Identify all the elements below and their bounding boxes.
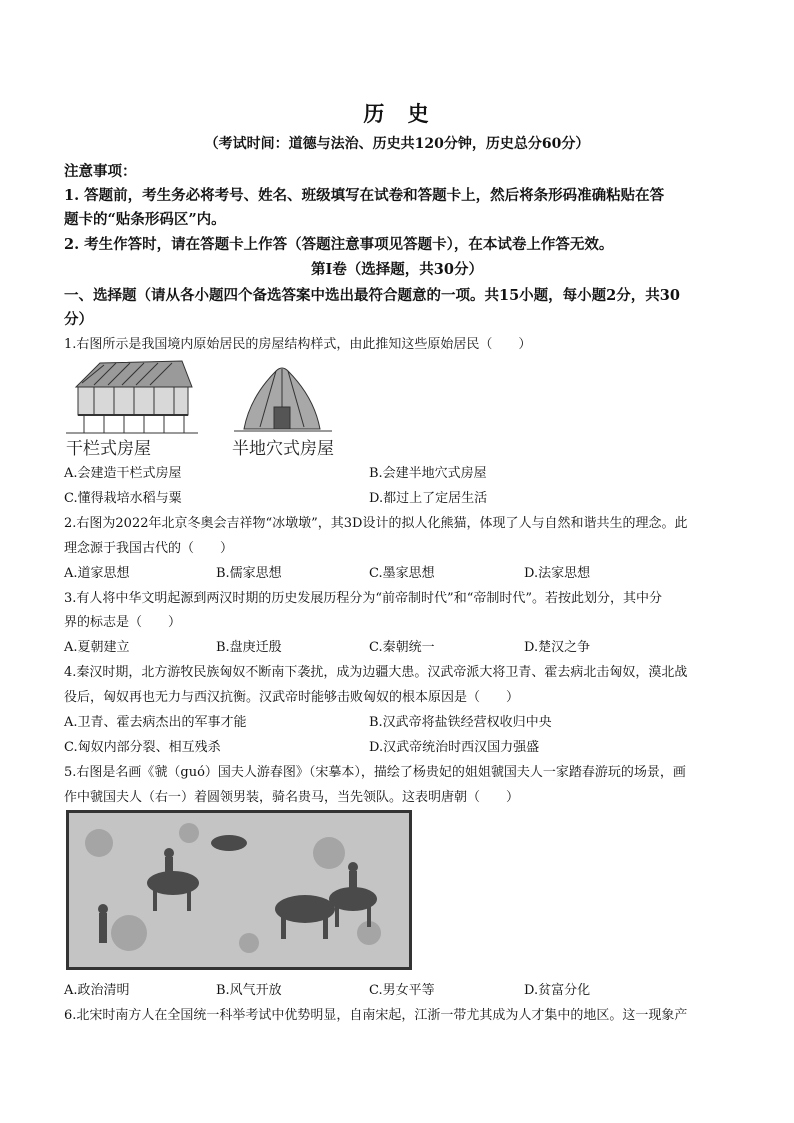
q2-option-c[interactable]: C.墨家思想 xyxy=(369,566,435,581)
q5-painting-figure xyxy=(66,810,412,970)
stilt-house-label: 干栏式房屋 xyxy=(66,439,151,459)
q6-stem-line-1: 6.北宋时南方人在全国统一科举考试中优势明显，自南宋起，江浙一带尤其成为人才集中的地区。这一现象产 xyxy=(64,1008,688,1023)
notes-heading: 注意事项： xyxy=(64,163,137,180)
q2-option-a[interactable]: A.道家思想 xyxy=(64,566,130,581)
q2-stem-line-1: 2.右图为2022年北京冬奥会吉祥物“冰墩墩”，其3D设计的拟人化熊猫，体现了人与自然和谐共生的理念。此 xyxy=(64,516,688,531)
q1-option-b[interactable]: B.会建半地穴式房屋 xyxy=(369,466,487,481)
q3-option-a[interactable]: A.夏朝建立 xyxy=(64,640,130,655)
stilt-house-drawing xyxy=(66,361,198,433)
q2-option-b[interactable]: B.儒家思想 xyxy=(216,566,282,581)
q5-stem-line-1: 5.右图是名画《虢（guó）国夫人游春图》（宋摹本），描绘了杨贵妃的姐姐虢国夫人一家踏春游玩的场景，画 xyxy=(64,765,686,780)
semi-pit-house-drawing xyxy=(234,368,332,431)
q1-option-c[interactable]: C.懂得栽培水稻与粟 xyxy=(64,491,182,506)
q1-option-d[interactable]: D.都过上了定居生活 xyxy=(369,491,488,506)
q3-option-d[interactable]: D.楚汉之争 xyxy=(524,640,591,655)
notes-item-1-line-2: 题卡的“贴条形码区”内。 xyxy=(64,211,226,228)
q4-option-b[interactable]: B.汉武帝将盐铁经营权收归中央 xyxy=(369,715,552,730)
section-heading-line-1: 一、选择题（请从各小题四个备选答案中选出最符合题意的一项。共15小题，每小题2分，共30 xyxy=(64,287,680,304)
q5-option-a[interactable]: A.政治清明 xyxy=(64,983,130,998)
semi-pit-house-label: 半地穴式房屋 xyxy=(232,439,334,459)
exam-time-note: （考试时间：道德与法治、历史共120分钟，历史总分60分） xyxy=(204,136,590,152)
q3-option-c[interactable]: C.秦朝统一 xyxy=(369,640,435,655)
spring-outing-painting xyxy=(69,813,409,967)
notes-item-2: 2. 考生作答时，请在答题卡上作答（答题注意事项见答题卡），在本试卷上作答无效。 xyxy=(64,236,614,253)
q2-option-d[interactable]: D.法家思想 xyxy=(524,566,591,581)
q4-option-c[interactable]: C.匈奴内部分裂、相互残杀 xyxy=(64,740,221,755)
q5-option-d[interactable]: D.贫富分化 xyxy=(524,983,591,998)
section-heading-line-2: 分） xyxy=(64,311,93,328)
q3-stem-line-1: 3.有人将中华文明起源到两汉时期的历史发展历程分为“前帝制时代”和“帝制时代”。若按此划分，其中分 xyxy=(64,591,662,606)
notes-item-1-line-1: 1. 答题前，考生务必将考号、姓名、班级填写在试卷和答题卡上，然后将条形码准确粘贴在答 xyxy=(64,187,665,204)
q4-stem-line-2: 役后，匈奴再也无力与西汉抗衡。汉武帝时能够击败匈奴的根本原因是（ ） xyxy=(64,690,520,705)
q5-option-c[interactable]: C.男女平等 xyxy=(369,983,435,998)
q5-option-b[interactable]: B.风气开放 xyxy=(216,983,282,998)
q1-stem: 1.右图所示是我国境内原始居民的房屋结构样式，由此推知这些原始居民（ ） xyxy=(64,337,532,352)
q4-option-a[interactable]: A.卫青、霍去病杰出的军事才能 xyxy=(64,715,247,730)
page-title: 历 史 xyxy=(363,101,431,126)
q3-stem-line-2: 界的标志是（ ） xyxy=(64,615,182,630)
q4-option-d[interactable]: D.汉武帝统治时西汉国力强盛 xyxy=(369,740,540,755)
q4-stem-line-1: 4.秦汉时期，北方游牧民族匈奴不断南下袭扰，成为边疆大患。汉武帝派大将卫青、霍去病北击匈奴，漠北战 xyxy=(64,665,688,680)
q1-house-figure xyxy=(64,357,349,457)
q3-option-b[interactable]: B.盘庚迁殷 xyxy=(216,640,282,655)
q1-option-a[interactable]: A.会建造干栏式房屋 xyxy=(64,466,182,481)
section-title: 第Ⅰ卷（选择题，共30分） xyxy=(311,261,483,278)
q5-stem-line-2: 作中虢国夫人（右一）着圆领男装，骑名贵马，当先领队。这表明唐朝（ ） xyxy=(64,790,520,805)
q2-stem-line-2: 理念源于我国古代的（ ） xyxy=(64,541,234,556)
